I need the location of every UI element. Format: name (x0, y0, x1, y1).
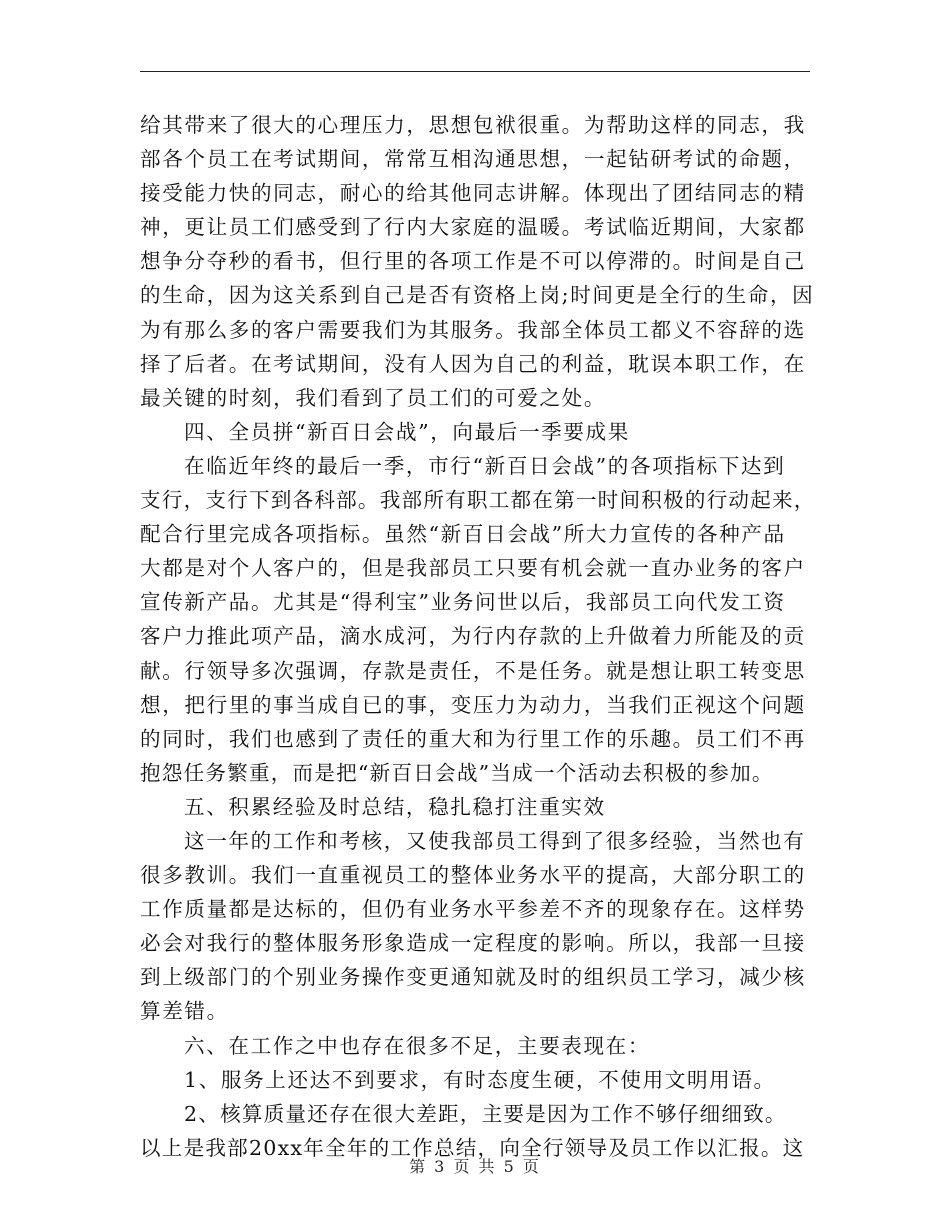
paragraph-line: 算差错。 (140, 999, 229, 1024)
section-heading-6: 六、在工作之中也存在很多不足，主要表现在： (184, 1033, 651, 1058)
section-heading-4: 四、全员拼“新百日会战”，向最后一季要成果 (184, 419, 630, 444)
paragraph-line: 宣传新产品。尤其是“得利宝”业务问世以后，我部员工向代发工资 (140, 590, 786, 615)
paragraph-line: 给其带来了很大的心理压力，思想包袱很重。为帮助这样的同志，我 (140, 113, 806, 137)
paragraph-line: 工作质量都是达标的，但仍有业务水平参差不齐的现象存在。这样势 (140, 897, 806, 922)
paragraph-line: 抱怨任务繁重，而是把“新百日会战”当成一个活动去积极的参加。 (140, 760, 774, 785)
paragraph-line: 在临近年终的最后一季，市行“新百日会战”的各项指标下达到 (184, 453, 786, 478)
paragraph-line: 支行，支行下到各科部。我部所有职工都在第一时间积极的行动起来， (140, 488, 816, 513)
paragraph-line: 很多教训。我们一直重视员工的整体业务水平的提高，大部分职工的 (140, 863, 806, 888)
paragraph-line: 这一年的工作和考核，又使我部员工得到了很多经验，当然也有 (184, 828, 806, 853)
list-item: 2、核算质量还存在很大差距，主要是因为工作不够仔细细致。 (184, 1101, 787, 1126)
paragraph-line: 配合行里完成各项指标。虽然“新百日会战”所大力宣传的各种产品 (140, 522, 786, 547)
paragraph-line: 客户力推此项产品，滴水成河，为行内存款的上升做着力所能及的贡 (140, 624, 806, 649)
paragraph-line: 择了后者。在考试期间，没有人因为自己的利益，耽误本职工作，在 (140, 351, 806, 376)
paragraph-line: 的同时，我们也感到了责任的重大和为行里工作的乐趣。员工们不再 (140, 726, 806, 751)
paragraph-line: 想，把行里的事当成自已的事，变压力为动力，当我们正视这个问题 (140, 692, 806, 717)
paragraph-line: 接受能力快的同志，耐心的给其他同志讲解。体现出了团结同志的精 (140, 181, 806, 206)
page-footer: 第 3 页 共 5 页 (409, 1157, 541, 1176)
paragraph-line: 以上是我部20xx年全年的工作总结，向全行领导及员工作以汇报。这 (140, 1135, 805, 1160)
paragraph-line: 必会对我行的整体服务形象造成一定程度的影响。所以，我部一旦接 (140, 931, 806, 956)
paragraph-line: 想争分夺秒的看书，但行里的各项工作是不可以停滞的。时间是自己 (140, 249, 806, 274)
document-body (140, 108, 820, 1165)
paragraph-line: 为有那么多的客户需要我们为其服务。我部全体员工都义不容辞的选 (140, 317, 806, 342)
paragraph-line: 大都是对个人客户的，但是我部员工只要有机会就一直办业务的客户 (140, 556, 806, 581)
header-rule (140, 71, 810, 72)
paragraph-line: 神，更让员工们感受到了行内大家庭的温暖。考试临近期间，大家都 (140, 215, 806, 240)
list-item: 1、服务上还达不到要求，有时态度生硬，不使用文明用语。 (184, 1067, 776, 1092)
section-heading-5: 五、积累经验及时总结，稳扎稳打注重实效 (184, 794, 606, 819)
paragraph-line: 的生命，因为这关系到自己是否有资格上岗;时间更是全行的生命，因 (140, 283, 815, 308)
paragraph-line: 献。行领导多次强调，存款是责任，不是任务。就是想让职工转变思 (140, 658, 806, 683)
paragraph-line: 最关键的时刻，我们看到了员工们的可爱之处。 (140, 385, 607, 410)
paragraph-line: 到上级部门的个别业务操作变更通知就及时的组织员工学习，减少核 (140, 965, 806, 990)
paragraph-line: 部各个员工在考试期间，常常互相沟通思想，一起钻研考试的命题， (140, 147, 806, 172)
